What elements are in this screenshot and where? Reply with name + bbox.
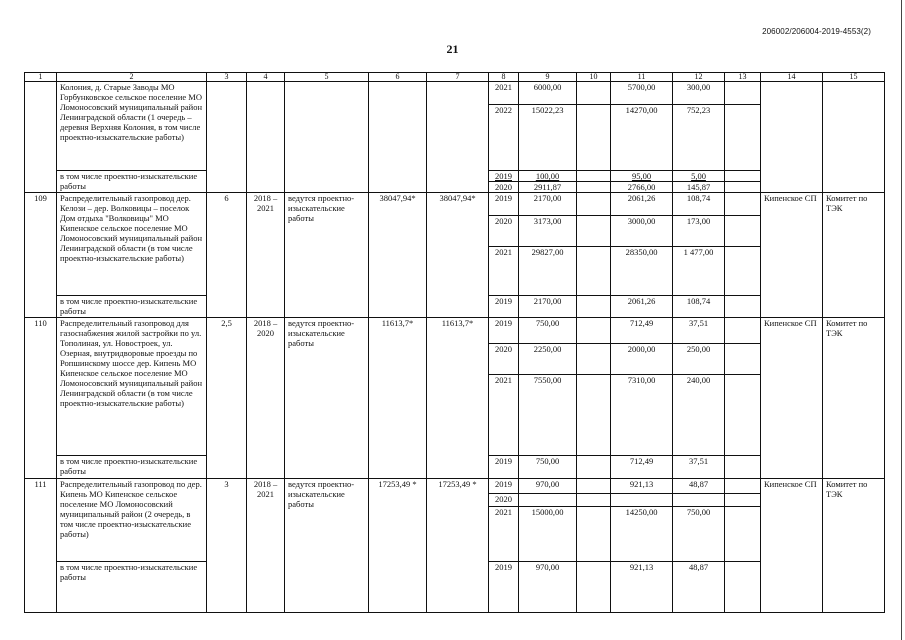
column-10-cell <box>577 247 611 296</box>
total-amount: 6000,00 <box>519 82 577 105</box>
executor: Кипенское СП <box>761 479 823 613</box>
item-number: 109 <box>25 193 57 318</box>
local-budget-amount: 145,87 <box>673 182 725 193</box>
construction-period: 2018 – 2021 <box>247 193 285 318</box>
year-cell: 2019 <box>489 171 519 182</box>
total-amount: 750,00 <box>519 456 577 479</box>
length-km: 2,5 <box>207 318 247 479</box>
column-13-cell <box>725 507 761 562</box>
column-number: 7 <box>427 73 489 82</box>
column-number: 9 <box>519 73 577 82</box>
year-cell: 2019 <box>489 456 519 479</box>
scan-edge-line <box>901 0 902 640</box>
column-number: 3 <box>207 73 247 82</box>
column-13-cell <box>725 193 761 216</box>
object-description: Распределительный газопровод для газоснабжения жилой застройки по ул. Тополиная, ул. Новостроек, ул. Озерная, внутридворовые проезды по Ропшинскому шоссе дер. Кипень МО Кипенское сельское поселение МО Ломоносовский муниципальный район Ленинградской области (в том числе проектно-изыскательские работы) <box>57 318 207 456</box>
column-number: 11 <box>611 73 673 82</box>
year-cell: 2021 <box>489 375 519 456</box>
construction-period: 2018 – 2020 <box>247 318 285 479</box>
regional-budget-amount: 5700,00 <box>611 82 673 105</box>
year-cell: 2020 <box>489 494 519 507</box>
year-cell: 2021 <box>489 82 519 105</box>
sub-label: в том числе проектно-изыскательские работы <box>57 562 207 613</box>
column-10-cell <box>577 479 611 494</box>
header-row <box>25 73 885 82</box>
year-cell: 2019 <box>489 296 519 318</box>
total-amount: 100,00 <box>519 171 577 182</box>
sub-label: в том числе проектно-изыскательские работы <box>57 171 207 193</box>
year-cell: 2020 <box>489 344 519 375</box>
regional-budget-amount: 3000,00 <box>611 216 673 247</box>
column-number: 5 <box>285 73 369 82</box>
column-number: 14 <box>761 73 823 82</box>
column-13-cell <box>725 562 761 613</box>
column-10-cell <box>577 182 611 193</box>
item-number <box>25 82 57 193</box>
regional-budget-amount: 7310,00 <box>611 375 673 456</box>
local-budget-amount: 173,00 <box>673 216 725 247</box>
column-10-cell <box>577 494 611 507</box>
remaining-cost: 38047,94* <box>427 193 489 318</box>
customer: Комитет по ТЭК <box>823 479 885 613</box>
local-budget-amount: 300,00 <box>673 82 725 105</box>
year-cell: 2019 <box>489 479 519 494</box>
sub-label: в том числе проектно-изыскательские работы <box>57 456 207 479</box>
year-cell: 2022 <box>489 105 519 171</box>
customer <box>823 82 885 193</box>
table-row <box>25 82 885 105</box>
regional-budget-amount <box>611 494 673 507</box>
column-10-cell <box>577 507 611 562</box>
local-budget-amount: 48,87 <box>673 479 725 494</box>
column-13-cell <box>725 82 761 105</box>
year-cell: 2021 <box>489 507 519 562</box>
remaining-cost: 11613,7* <box>427 318 489 479</box>
local-budget-amount: 37,51 <box>673 456 725 479</box>
column-10-cell <box>577 562 611 613</box>
column-number: 1 <box>25 73 57 82</box>
column-10-cell <box>577 296 611 318</box>
column-10-cell <box>577 105 611 171</box>
column-13-cell <box>725 296 761 318</box>
column-13-cell <box>725 344 761 375</box>
total-amount: 2170,00 <box>519 193 577 216</box>
local-budget-amount: 37,51 <box>673 318 725 344</box>
column-number: 6 <box>369 73 427 82</box>
local-budget-amount: 48,87 <box>673 562 725 613</box>
column-10-cell <box>577 318 611 344</box>
total-amount: 7550,00 <box>519 375 577 456</box>
local-budget-amount: 750,00 <box>673 507 725 562</box>
year-cell: 2020 <box>489 182 519 193</box>
total-amount: 15022,23 <box>519 105 577 171</box>
regional-budget-amount: 14250,00 <box>611 507 673 562</box>
length-km <box>207 82 247 193</box>
investment-program-table <box>24 72 885 613</box>
column-number: 8 <box>489 73 519 82</box>
construction-period <box>247 82 285 193</box>
year-cell: 2019 <box>489 318 519 344</box>
document-reference: 206002/206004-2019-4553(2) <box>762 27 871 36</box>
column-number: 4 <box>247 73 285 82</box>
executor: Кипенское СП <box>761 193 823 318</box>
column-number: 10 <box>577 73 611 82</box>
local-budget-amount <box>673 494 725 507</box>
regional-budget-amount: 2766,00 <box>611 182 673 193</box>
local-budget-amount: 108,74 <box>673 193 725 216</box>
column-10-cell <box>577 456 611 479</box>
item-number: 110 <box>25 318 57 479</box>
regional-budget-amount: 712,49 <box>611 456 673 479</box>
table-row <box>25 479 885 494</box>
column-13-cell <box>725 375 761 456</box>
regional-budget-amount: 921,13 <box>611 562 673 613</box>
column-number: 2 <box>57 73 207 82</box>
column-13-cell <box>725 216 761 247</box>
regional-budget-amount: 2061,26 <box>611 193 673 216</box>
length-km: 6 <box>207 193 247 318</box>
year-cell: 2019 <box>489 193 519 216</box>
length-km: 3 <box>207 479 247 613</box>
executor: Кипенское СП <box>761 318 823 479</box>
table-row <box>25 318 885 344</box>
column-10-cell <box>577 375 611 456</box>
column-number: 12 <box>673 73 725 82</box>
estimated-cost: 17253,49 * <box>369 479 427 613</box>
customer: Комитет по ТЭК <box>823 193 885 318</box>
column-13-cell <box>725 456 761 479</box>
regional-budget-amount: 921,13 <box>611 479 673 494</box>
total-amount: 970,00 <box>519 562 577 613</box>
total-amount: 15000,00 <box>519 507 577 562</box>
total-amount: 970,00 <box>519 479 577 494</box>
column-13-cell <box>725 247 761 296</box>
total-amount: 2911,87 <box>519 182 577 193</box>
year-cell: 2019 <box>489 562 519 613</box>
column-number: 15 <box>823 73 885 82</box>
year-cell: 2020 <box>489 216 519 247</box>
column-10-cell <box>577 344 611 375</box>
executor <box>761 82 823 193</box>
local-budget-amount: 752,23 <box>673 105 725 171</box>
estimated-cost: 38047,94* <box>369 193 427 318</box>
estimated-cost <box>369 82 427 193</box>
column-13-cell <box>725 494 761 507</box>
column-10-cell <box>577 82 611 105</box>
local-budget-amount: 1 477,00 <box>673 247 725 296</box>
column-13-cell <box>725 182 761 193</box>
column-10-cell <box>577 216 611 247</box>
regional-budget-amount: 95,00 <box>611 171 673 182</box>
customer: Комитет по ТЭК <box>823 318 885 479</box>
local-budget-amount: 250,00 <box>673 344 725 375</box>
project-status: ведутся проектно-изыскательские работы <box>285 479 369 613</box>
regional-budget-amount: 14270,00 <box>611 105 673 171</box>
column-13-cell <box>725 318 761 344</box>
total-amount: 2170,00 <box>519 296 577 318</box>
project-status: ведутся проектно-изыскательские работы <box>285 193 369 318</box>
column-10-cell <box>577 171 611 182</box>
regional-budget-amount: 2061,26 <box>611 296 673 318</box>
regional-budget-amount: 712,49 <box>611 318 673 344</box>
regional-budget-amount: 28350,00 <box>611 247 673 296</box>
table-row <box>25 193 885 216</box>
local-budget-amount: 108,74 <box>673 296 725 318</box>
item-number: 111 <box>25 479 57 613</box>
year-cell: 2021 <box>489 247 519 296</box>
total-amount: 2250,00 <box>519 344 577 375</box>
sub-label: в том числе проектно-изыскательские работы <box>57 296 207 318</box>
column-number: 13 <box>725 73 761 82</box>
object-description: Распределительный газопровод дер. Келози – дер. Волковицы – поселок Дом отдыха "Волковицы" МО Кипенское сельское поселение МО Ломоносовский муниципальный район Ленинградской области (в том числе проектно-изыскательские работы) <box>57 193 207 296</box>
column-13-cell <box>725 171 761 182</box>
column-13-cell <box>725 479 761 494</box>
estimated-cost: 11613,7* <box>369 318 427 479</box>
column-13-cell <box>725 105 761 171</box>
column-10-cell <box>577 193 611 216</box>
project-status: ведутся проектно-изыскательские работы <box>285 318 369 479</box>
remaining-cost <box>427 82 489 193</box>
total-amount <box>519 494 577 507</box>
page-number: 21 <box>446 42 459 56</box>
project-status <box>285 82 369 193</box>
object-description: Колония, д. Старые Заводы МО Горбунковское сельское поселение МО Ломоносовский муниципальный район Ленинградской области (1 очередь – деревня Верхняя Колония, в том числе проектно-изыскательские работы) <box>57 82 207 171</box>
total-amount: 750,00 <box>519 318 577 344</box>
total-amount: 3173,00 <box>519 216 577 247</box>
construction-period: 2018 – 2021 <box>247 479 285 613</box>
local-budget-amount: 240,00 <box>673 375 725 456</box>
local-budget-amount: 5,00 <box>673 171 725 182</box>
regional-budget-amount: 2000,00 <box>611 344 673 375</box>
remaining-cost: 17253,49 * <box>427 479 489 613</box>
object-description: Распределительный газопровод по дер. Кипень МО Кипенское сельское поселение МО Ломоносовский муниципальный район (2 очередь, в том числе проектно-изыскательские работы) <box>57 479 207 562</box>
total-amount: 29827,00 <box>519 247 577 296</box>
